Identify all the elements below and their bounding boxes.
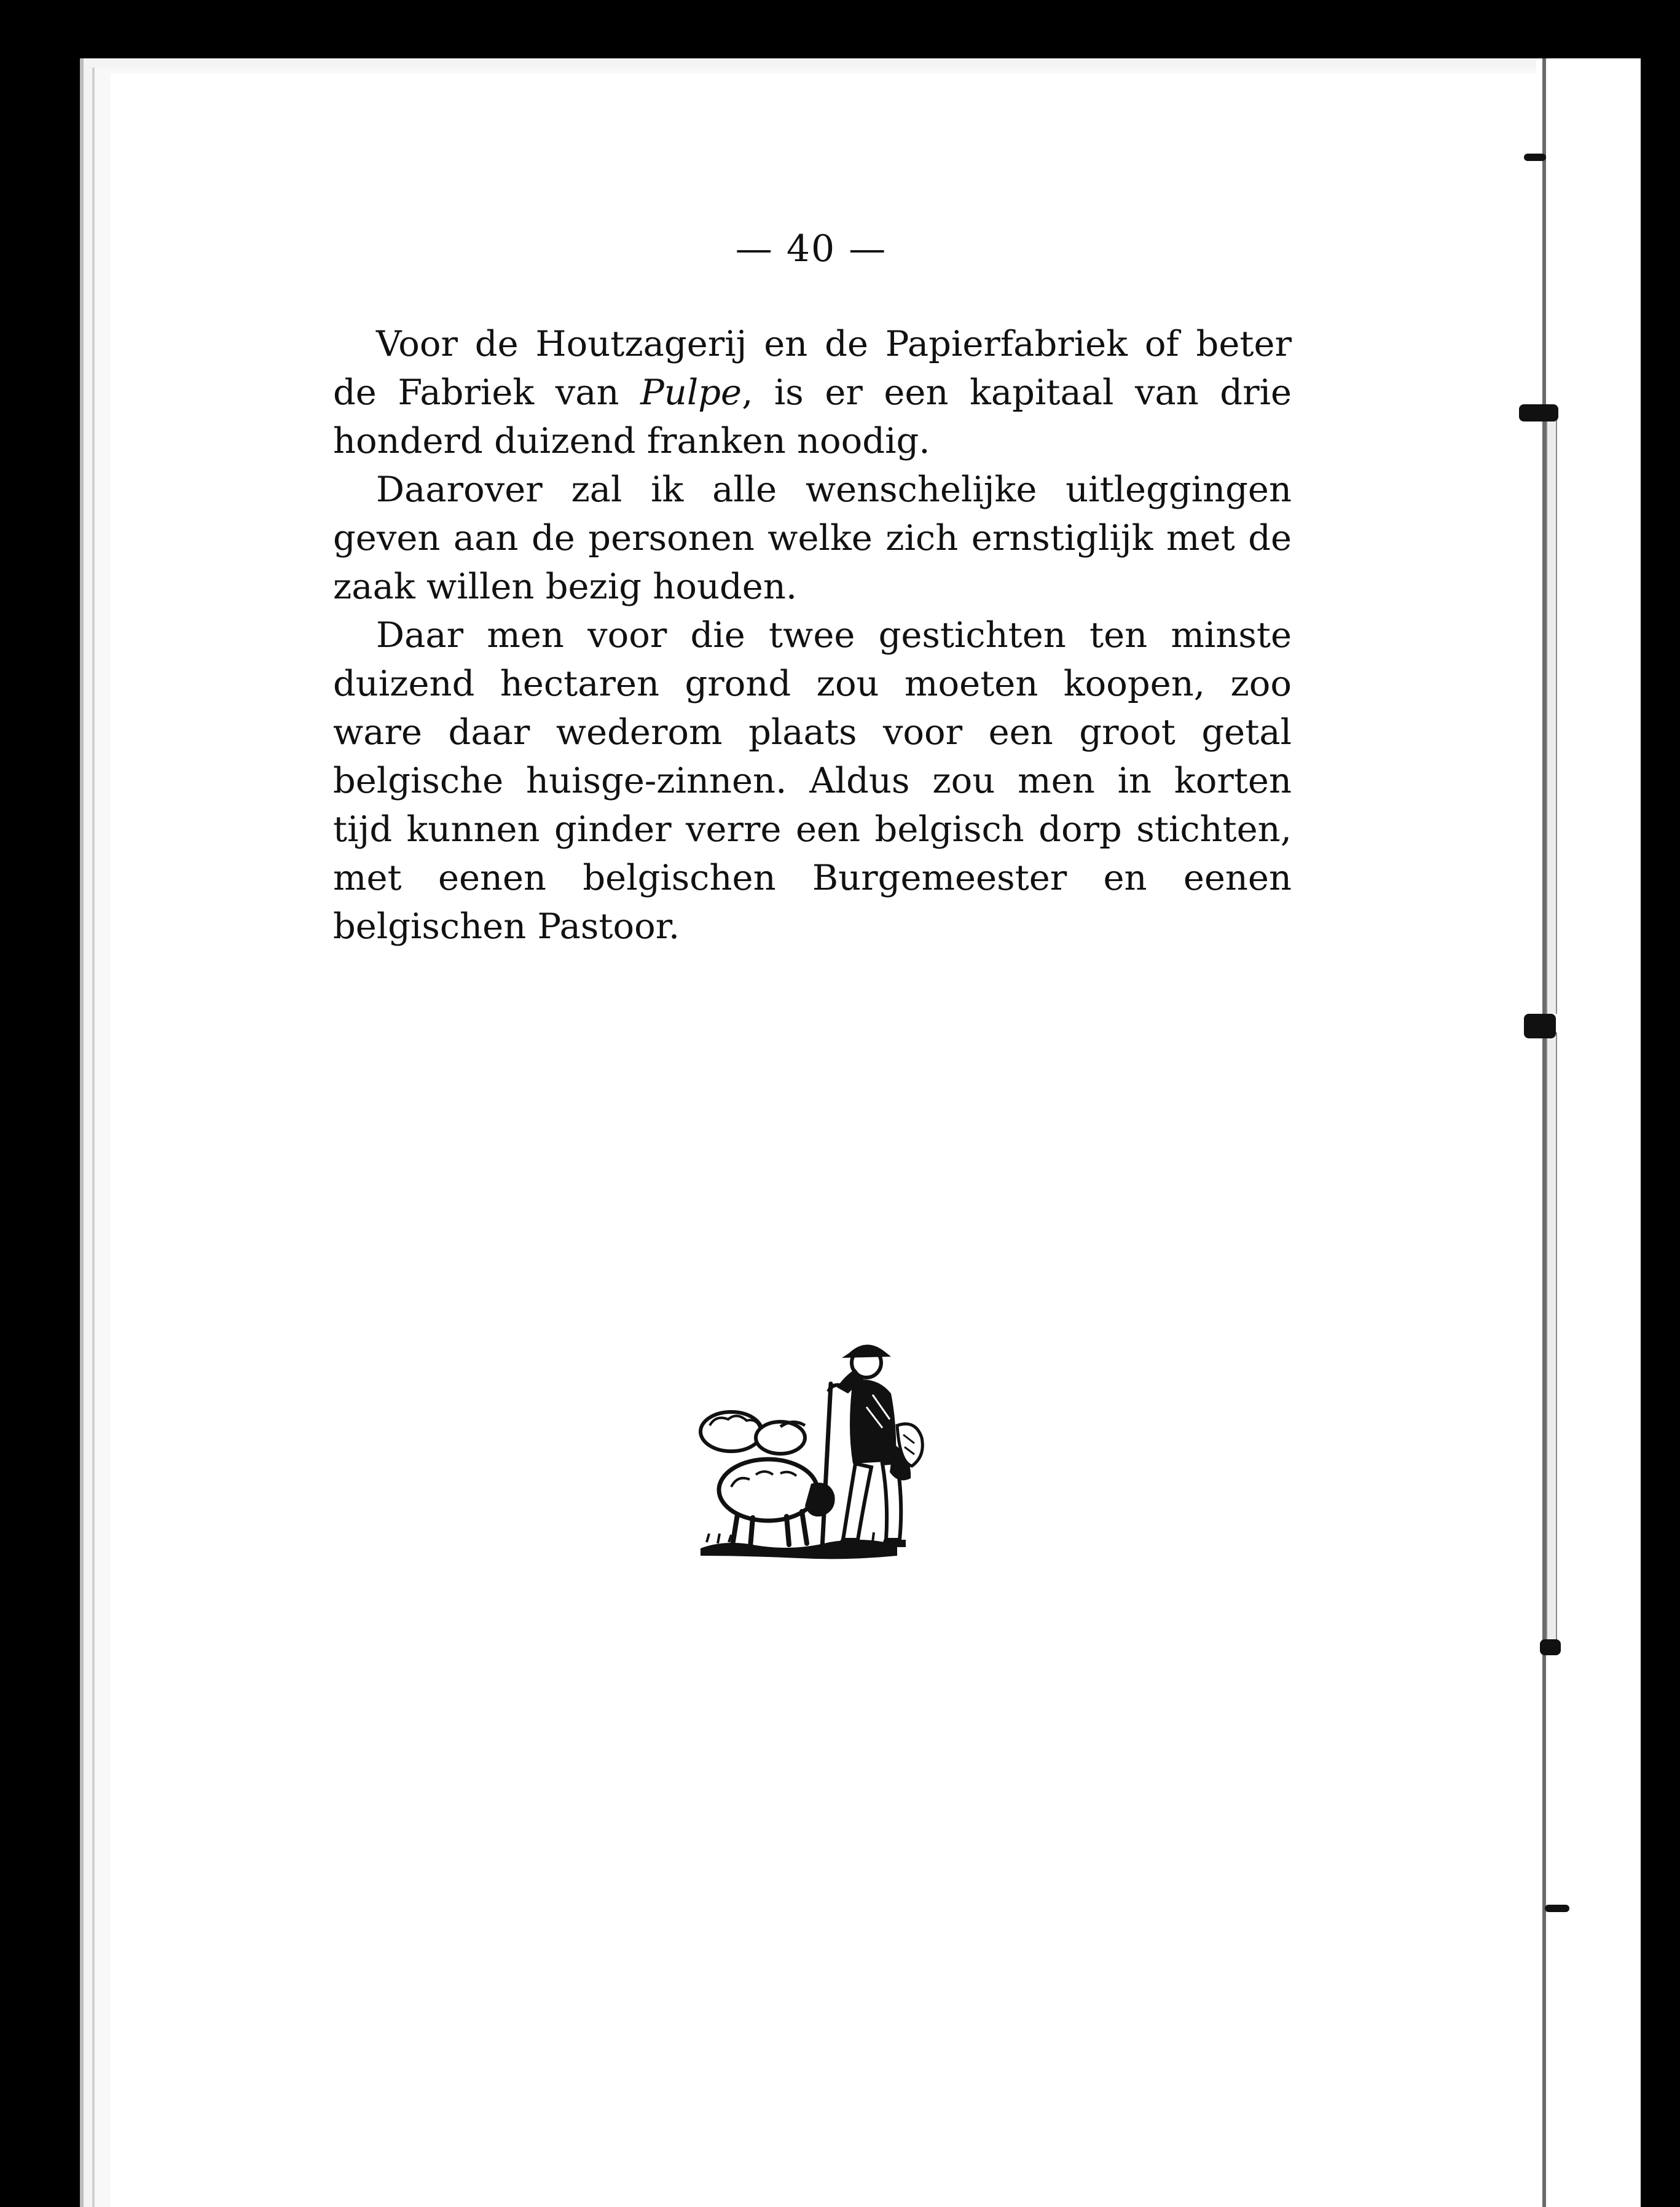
paragraph-2: Daarover zal ik alle wenschelijke uitleggingen geven aan de personen welke zich ernstiglijk met de zaak willen bezig houden. (333, 469, 1292, 607)
binding-mark-bottom (1545, 1905, 1569, 1912)
paragraph-3: Daar men voor die twee gestichten ten minste duizend hectaren grond zou moeten koopen, zoo ware daar wederom plaats voor een groot getal belgische huisge-zinnen. Aldus zou men in korten tijd kunnen ginder verre een belgisch dorp stichten, met eenen belgischen Burgemeester en eenen belgischen Pastoor. (333, 614, 1292, 947)
binding-thread-lower (1546, 1032, 1557, 1641)
binding-knot-1 (1519, 404, 1558, 421)
paragraph-1 (333, 319, 1292, 465)
body-text (333, 319, 1292, 951)
page-number: — 40 — (735, 227, 887, 270)
shepherd-with-sheep-vignette-icon (688, 1327, 934, 1573)
paragraph-1-end: , is er een kapitaal van drie honderd duizend franken noodig. (333, 372, 1292, 461)
binding-mark-top (1524, 154, 1546, 161)
binding-knot-2 (1524, 1014, 1556, 1038)
paragraph-1-italic: Pulpe (640, 372, 742, 413)
paragraph-1-start: Voor de Houtzagerij en de Papierfabriek of beter de Fabriek van (333, 323, 1292, 413)
binding-knot-3 (1540, 1639, 1561, 1655)
binding-thread-upper (1546, 412, 1557, 1014)
